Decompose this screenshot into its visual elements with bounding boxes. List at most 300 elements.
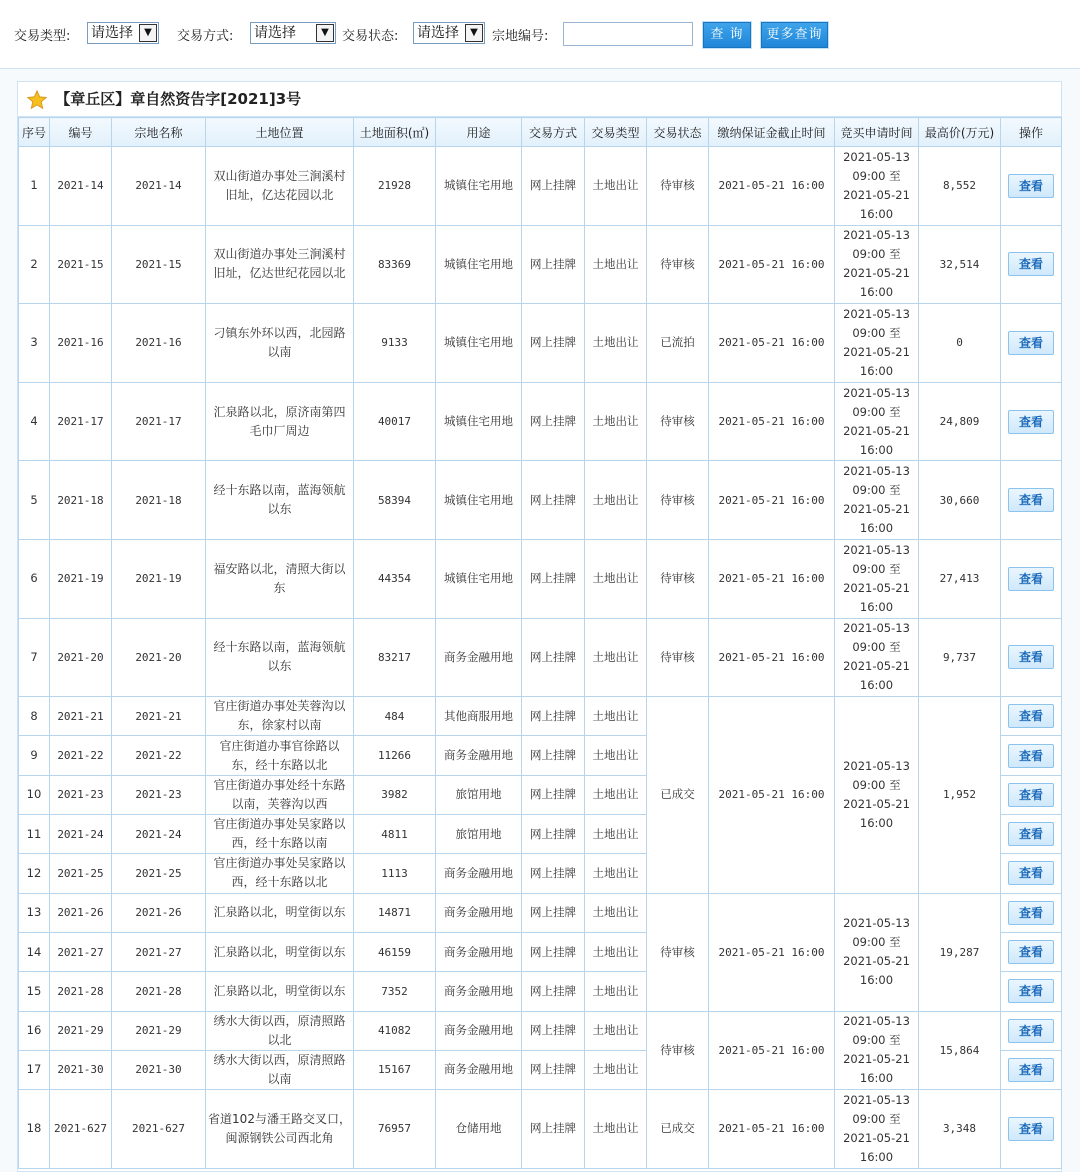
apply-time [835, 1090, 919, 1169]
parcel-code: 2021-27 [50, 932, 112, 971]
row-index: 5 [19, 461, 50, 540]
view-button[interactable]: 查看 [1008, 174, 1054, 198]
results-table [18, 117, 1062, 1169]
apply-time-line: 2021-05-21 [843, 1130, 910, 1145]
star-icon [26, 89, 48, 111]
trade-type: 土地出让 [585, 1050, 647, 1089]
apply-time [835, 697, 919, 893]
trade-type: 土地出让 [585, 147, 647, 226]
action-cell [1001, 147, 1062, 226]
column-header[interactable]: 土地面积(㎡) [354, 118, 436, 147]
view-button[interactable]: 查看 [1008, 331, 1054, 355]
apply-time-line: 16:00 [859, 973, 894, 988]
max-price: 0 [919, 304, 1001, 383]
table-row [19, 382, 1062, 461]
parcel-code: 2021-23 [50, 775, 112, 814]
apply-time [835, 461, 919, 540]
parcel-code: 2021-20 [50, 618, 112, 697]
apply-time-line: 2021-05-13 [843, 542, 910, 557]
view-button[interactable]: 查看 [1008, 488, 1054, 512]
trade-type: 土地出让 [585, 854, 647, 893]
table-row [19, 1090, 1062, 1169]
trade-method: 网上挂牌 [522, 304, 585, 383]
view-button[interactable]: 查看 [1008, 645, 1054, 669]
land-location: 官庄街道办事处芙蓉沟以东，徐家村以南 [206, 697, 354, 736]
apply-time-line: 2021-05-13 [843, 149, 910, 164]
apply-time-line: 2021-05-13 [843, 464, 910, 479]
action-cell [1001, 815, 1062, 854]
land-area: 484 [354, 697, 436, 736]
land-location: 汇泉路以北，明堂街以东 [206, 972, 354, 1011]
apply-time [835, 382, 919, 461]
table-row [19, 893, 1062, 932]
apply-time-line: 2021-05-13 [843, 1014, 910, 1029]
land-use: 城镇住宅用地 [436, 539, 522, 618]
action-cell [1001, 382, 1062, 461]
parcel-code: 2021-24 [50, 815, 112, 854]
land-area: 58394 [354, 461, 436, 540]
max-price: 19,287 [919, 893, 1001, 1011]
parcel-name: 2021-26 [112, 893, 206, 932]
apply-time-line: 2021-05-13 [843, 385, 910, 400]
row-index: 7 [19, 618, 50, 697]
deposit-deadline: 2021-05-21 16:00 [709, 1090, 835, 1169]
row-index: 18 [19, 1090, 50, 1169]
view-button[interactable]: 查看 [1008, 1117, 1054, 1141]
parcel-name: 2021-627 [112, 1090, 206, 1169]
land-area: 1113 [354, 854, 436, 893]
parcel-code: 2021-627 [50, 1090, 112, 1169]
max-price: 9,737 [919, 618, 1001, 697]
action-cell [1001, 854, 1062, 893]
trade-type: 土地出让 [585, 618, 647, 697]
trade-type: 土地出让 [585, 815, 647, 854]
deposit-deadline: 2021-05-21 16:00 [709, 893, 835, 1011]
parcel-code: 2021-26 [50, 893, 112, 932]
apply-time-line: 2021-05-13 [843, 621, 910, 636]
action-cell [1001, 461, 1062, 540]
deposit-deadline: 2021-05-21 16:00 [709, 539, 835, 618]
row-index: 11 [19, 815, 50, 854]
action-cell [1001, 304, 1062, 383]
land-location: 双山街道办事处三涧溪村旧址，亿达花园以北 [206, 147, 354, 226]
trade-method: 网上挂牌 [522, 382, 585, 461]
action-cell [1001, 697, 1062, 736]
trade-type: 土地出让 [585, 1090, 647, 1169]
panel-header [18, 82, 1061, 117]
apply-time [835, 147, 919, 226]
table-row [19, 225, 1062, 304]
column-header[interactable]: 操作 [1001, 118, 1062, 147]
apply-time-line: 2021-05-13 [843, 758, 910, 773]
deposit-deadline: 2021-05-21 16:00 [709, 147, 835, 226]
trade-method: 网上挂牌 [522, 893, 585, 932]
table-row [19, 304, 1062, 383]
parcel-name: 2021-27 [112, 932, 206, 971]
max-price: 27,413 [919, 539, 1001, 618]
more-query-button[interactable]: 更多查询 [761, 22, 828, 48]
apply-time [835, 893, 919, 1011]
land-area: 11266 [354, 736, 436, 775]
action-cell [1001, 1011, 1062, 1050]
results-panel [17, 81, 1062, 1172]
parcel-code: 2021-25 [50, 854, 112, 893]
column-header[interactable]: 用途 [436, 118, 522, 147]
apply-time-line: 09:00 至 [852, 640, 901, 655]
trade-status: 待审核 [647, 461, 709, 540]
land-location: 官庄街道办事处吴家路以西，经十东路以南 [206, 815, 354, 854]
trade-status: 已成交 [647, 1090, 709, 1169]
trade-status: 待审核 [647, 147, 709, 226]
table-row [19, 147, 1062, 226]
land-use: 商务金融用地 [436, 854, 522, 893]
apply-time [835, 1011, 919, 1090]
parcel-name: 2021-24 [112, 815, 206, 854]
max-price: 15,864 [919, 1011, 1001, 1090]
parcel-name: 2021-22 [112, 736, 206, 775]
trade-method: 网上挂牌 [522, 932, 585, 971]
row-index: 16 [19, 1011, 50, 1050]
parcel-code: 2021-30 [50, 1050, 112, 1089]
column-header[interactable]: 序号 [19, 118, 50, 147]
row-index: 2 [19, 225, 50, 304]
column-header[interactable]: 编号 [50, 118, 112, 147]
apply-time-line: 2021-05-21 [843, 954, 910, 969]
land-area: 40017 [354, 382, 436, 461]
action-cell [1001, 618, 1062, 697]
trade-type-select[interactable] [87, 22, 159, 44]
parcel-code: 2021-29 [50, 1011, 112, 1050]
max-price: 24,809 [919, 382, 1001, 461]
land-use: 城镇住宅用地 [436, 225, 522, 304]
trade-method: 网上挂牌 [522, 815, 585, 854]
parcel-code: 2021-16 [50, 304, 112, 383]
view-button[interactable]: 查看 [1008, 744, 1054, 768]
parcel-name: 2021-25 [112, 854, 206, 893]
land-location: 官庄街道办事官徐路以东，经十东路以北 [206, 736, 354, 775]
land-use: 商务金融用地 [436, 972, 522, 1011]
trade-method: 网上挂牌 [522, 1050, 585, 1089]
view-button[interactable]: 查看 [1008, 940, 1054, 964]
apply-time-line: 16:00 [859, 442, 894, 457]
trade-type: 土地出让 [585, 382, 647, 461]
land-use: 商务金融用地 [436, 1011, 522, 1050]
column-header[interactable]: 竞买申请时间 [835, 118, 919, 147]
land-area: 4811 [354, 815, 436, 854]
apply-time-line: 09:00 至 [852, 325, 901, 340]
max-price: 8,552 [919, 147, 1001, 226]
row-index: 9 [19, 736, 50, 775]
view-button[interactable]: 查看 [1008, 901, 1054, 925]
apply-time-line: 2021-05-13 [843, 306, 910, 321]
apply-time-line: 2021-05-21 [843, 187, 910, 202]
trade-method-select[interactable] [250, 22, 336, 44]
view-button[interactable]: 查看 [1008, 252, 1054, 276]
land-location: 经十东路以南，蓝海领航以东 [206, 618, 354, 697]
apply-time-line: 2021-05-21 [843, 659, 910, 674]
parcel-code: 2021-18 [50, 461, 112, 540]
trade-type: 土地出让 [585, 775, 647, 814]
parcel-no-input[interactable] [563, 22, 693, 46]
land-location: 绣水大街以西，原清照路以南 [206, 1050, 354, 1089]
trade-type: 土地出让 [585, 932, 647, 971]
apply-time-line: 09:00 至 [852, 168, 901, 183]
trade-type: 土地出让 [585, 304, 647, 383]
apply-time-line: 2021-05-13 [843, 228, 910, 243]
apply-time-line: 09:00 至 [852, 561, 901, 576]
parcel-no-label: 宗地编号: [492, 29, 549, 44]
land-use: 商务金融用地 [436, 893, 522, 932]
trade-method: 网上挂牌 [522, 461, 585, 540]
row-index: 6 [19, 539, 50, 618]
apply-time-line: 2021-05-21 [843, 266, 910, 281]
apply-time [835, 539, 919, 618]
row-index: 14 [19, 932, 50, 971]
parcel-code: 2021-22 [50, 736, 112, 775]
table-row [19, 461, 1062, 540]
land-area: 7352 [354, 972, 436, 1011]
trade-status: 待审核 [647, 1011, 709, 1090]
land-area: 3982 [354, 775, 436, 814]
land-area: 44354 [354, 539, 436, 618]
trade-type: 土地出让 [585, 697, 647, 736]
parcel-code: 2021-17 [50, 382, 112, 461]
view-button[interactable]: 查看 [1008, 783, 1054, 807]
parcel-name: 2021-18 [112, 461, 206, 540]
max-price: 32,514 [919, 225, 1001, 304]
chevron-down-icon: ▼ [316, 24, 334, 42]
view-button[interactable]: 查看 [1008, 1019, 1054, 1043]
land-area: 46159 [354, 932, 436, 971]
table-row [19, 697, 1062, 736]
row-index: 17 [19, 1050, 50, 1089]
trade-method: 网上挂牌 [522, 854, 585, 893]
view-button[interactable]: 查看 [1008, 567, 1054, 591]
land-use: 城镇住宅用地 [436, 304, 522, 383]
view-button[interactable]: 查看 [1008, 1058, 1054, 1082]
land-area: 76957 [354, 1090, 436, 1169]
trade-method: 网上挂牌 [522, 972, 585, 1011]
action-cell [1001, 1090, 1062, 1169]
parcel-code: 2021-19 [50, 539, 112, 618]
parcel-name: 2021-14 [112, 147, 206, 226]
apply-time-line: 16:00 [859, 206, 894, 221]
row-index: 12 [19, 854, 50, 893]
land-location: 双山街道办事处三涧溪村旧址，亿达世纪花园以北 [206, 225, 354, 304]
trade-status: 待审核 [647, 539, 709, 618]
parcel-name: 2021-17 [112, 382, 206, 461]
land-area: 9133 [354, 304, 436, 383]
panel-title: 【章丘区】章自然资告字[2021]3号 [55, 90, 302, 108]
column-header[interactable]: 土地位置 [206, 118, 354, 147]
parcel-code: 2021-21 [50, 697, 112, 736]
parcel-name: 2021-20 [112, 618, 206, 697]
apply-time-line: 16:00 [859, 521, 894, 536]
view-button[interactable]: 查看 [1008, 822, 1054, 846]
row-index: 15 [19, 972, 50, 1011]
land-location: 汇泉路以北，原济南第四毛巾厂周边 [206, 382, 354, 461]
column-header[interactable]: 宗地名称 [112, 118, 206, 147]
apply-time-line: 16:00 [859, 599, 894, 614]
row-index: 1 [19, 147, 50, 226]
apply-time-line: 16:00 [859, 285, 894, 300]
deposit-deadline: 2021-05-21 16:00 [709, 618, 835, 697]
apply-time [835, 225, 919, 304]
deposit-deadline: 2021-05-21 16:00 [709, 225, 835, 304]
filter-bar [0, 0, 1080, 69]
apply-time-line: 2021-05-21 [843, 580, 910, 595]
land-location: 官庄街道办事处吴家路以西，经十东路以北 [206, 854, 354, 893]
view-button[interactable]: 查看 [1008, 704, 1054, 728]
land-location: 绣水大街以西，原清照路以北 [206, 1011, 354, 1050]
query-button[interactable]: 查 询 [703, 22, 751, 48]
apply-time-line: 16:00 [859, 678, 894, 693]
apply-time-line: 2021-05-21 [843, 502, 910, 517]
apply-time-line: 09:00 至 [852, 404, 901, 419]
land-location: 经十东路以南，蓝海领航以东 [206, 461, 354, 540]
row-index: 8 [19, 697, 50, 736]
parcel-code: 2021-28 [50, 972, 112, 1011]
action-cell [1001, 775, 1062, 814]
land-area: 21928 [354, 147, 436, 226]
trade-status: 待审核 [647, 893, 709, 1011]
action-cell [1001, 972, 1062, 1011]
trade-type: 土地出让 [585, 972, 647, 1011]
row-index: 3 [19, 304, 50, 383]
land-use: 城镇住宅用地 [436, 382, 522, 461]
view-button[interactable]: 查看 [1008, 410, 1054, 434]
table-row [19, 539, 1062, 618]
parcel-name: 2021-29 [112, 1011, 206, 1050]
trade-method: 网上挂牌 [522, 1011, 585, 1050]
table-row [19, 1011, 1062, 1050]
apply-time-line: 2021-05-13 [843, 1092, 910, 1107]
chevron-down-icon: ▼ [139, 24, 157, 42]
trade-method: 网上挂牌 [522, 775, 585, 814]
trade-type: 土地出让 [585, 736, 647, 775]
land-use: 商务金融用地 [436, 736, 522, 775]
land-location: 汇泉路以北，明堂街以东 [206, 893, 354, 932]
apply-time-line: 16:00 [859, 363, 894, 378]
apply-time-line: 09:00 至 [852, 483, 901, 498]
apply-time-line: 16:00 [859, 1149, 894, 1164]
deposit-deadline: 2021-05-21 16:00 [709, 382, 835, 461]
apply-time-line: 2021-05-21 [843, 796, 910, 811]
parcel-name: 2021-21 [112, 697, 206, 736]
land-area: 83217 [354, 618, 436, 697]
action-cell [1001, 539, 1062, 618]
apply-time [835, 618, 919, 697]
apply-time-line: 16:00 [859, 815, 894, 830]
trade-status: 已成交 [647, 697, 709, 893]
deposit-deadline: 2021-05-21 16:00 [709, 697, 835, 893]
apply-time-line: 16:00 [859, 1071, 894, 1086]
chevron-down-icon: ▼ [465, 24, 483, 42]
parcel-name: 2021-23 [112, 775, 206, 814]
parcel-name: 2021-16 [112, 304, 206, 383]
land-location: 刁镇东外环以西，北园路以南 [206, 304, 354, 383]
trade-type-label: 交易类型: [14, 29, 71, 44]
parcel-name: 2021-19 [112, 539, 206, 618]
parcel-code: 2021-14 [50, 147, 112, 226]
column-header[interactable]: 交易方式 [522, 118, 585, 147]
trade-method: 网上挂牌 [522, 147, 585, 226]
trade-status-select[interactable] [413, 22, 485, 44]
deposit-deadline: 2021-05-21 16:00 [709, 1011, 835, 1090]
trade-type: 土地出让 [585, 1011, 647, 1050]
apply-time [835, 304, 919, 383]
apply-time-line: 09:00 至 [852, 777, 901, 792]
land-area: 83369 [354, 225, 436, 304]
land-location: 福安路以北，清照大街以东 [206, 539, 354, 618]
apply-time-line: 2021-05-21 [843, 423, 910, 438]
column-header[interactable]: 交易状态 [647, 118, 709, 147]
deposit-deadline: 2021-05-21 16:00 [709, 304, 835, 383]
action-cell [1001, 1050, 1062, 1089]
apply-time-line: 2021-05-21 [843, 1052, 910, 1067]
max-price: 3,348 [919, 1090, 1001, 1169]
view-button[interactable]: 查看 [1008, 861, 1054, 885]
max-price: 30,660 [919, 461, 1001, 540]
land-use: 旅馆用地 [436, 815, 522, 854]
trade-type: 土地出让 [585, 539, 647, 618]
apply-time-line: 09:00 至 [852, 247, 901, 262]
apply-time-line: 09:00 至 [852, 1033, 901, 1048]
trade-status: 待审核 [647, 382, 709, 461]
land-location: 汇泉路以北，明堂街以东 [206, 932, 354, 971]
row-index: 13 [19, 893, 50, 932]
trade-method: 网上挂牌 [522, 1090, 585, 1169]
land-area: 41082 [354, 1011, 436, 1050]
land-location: 省道102与潘王路交叉口，闽源钢铁公司西北角 [206, 1090, 354, 1169]
land-use: 城镇住宅用地 [436, 147, 522, 226]
trade-status: 待审核 [647, 225, 709, 304]
deposit-deadline: 2021-05-21 16:00 [709, 461, 835, 540]
trade-method-value: 请选择 [254, 25, 296, 41]
view-button[interactable]: 查看 [1008, 979, 1054, 1003]
trade-status: 待审核 [647, 618, 709, 697]
land-use: 旅馆用地 [436, 775, 522, 814]
parcel-name: 2021-30 [112, 1050, 206, 1089]
trade-method: 网上挂牌 [522, 225, 585, 304]
column-header[interactable]: 最高价(万元) [919, 118, 1001, 147]
land-use: 其他商服用地 [436, 697, 522, 736]
apply-time-line: 2021-05-21 [843, 344, 910, 359]
row-index: 10 [19, 775, 50, 814]
trade-status: 已流拍 [647, 304, 709, 383]
parcel-name: 2021-28 [112, 972, 206, 1011]
trade-method-label: 交易方式: [177, 29, 234, 44]
action-cell [1001, 932, 1062, 971]
action-cell [1001, 893, 1062, 932]
table-row [19, 618, 1062, 697]
column-header[interactable]: 交易类型 [585, 118, 647, 147]
column-header[interactable]: 缴纳保证金截止时间 [709, 118, 835, 147]
land-location: 官庄街道办事处经十东路以南，芙蓉沟以西 [206, 775, 354, 814]
land-use: 商务金融用地 [436, 618, 522, 697]
trade-status-label: 交易状态: [342, 29, 399, 44]
row-index: 4 [19, 382, 50, 461]
apply-time-line: 2021-05-13 [843, 916, 910, 931]
land-area: 14871 [354, 893, 436, 932]
trade-method: 网上挂牌 [522, 697, 585, 736]
max-price: 1,952 [919, 697, 1001, 893]
trade-method: 网上挂牌 [522, 736, 585, 775]
land-use: 仓储用地 [436, 1090, 522, 1169]
land-area: 15167 [354, 1050, 436, 1089]
table-header-row [19, 118, 1062, 147]
action-cell [1001, 225, 1062, 304]
